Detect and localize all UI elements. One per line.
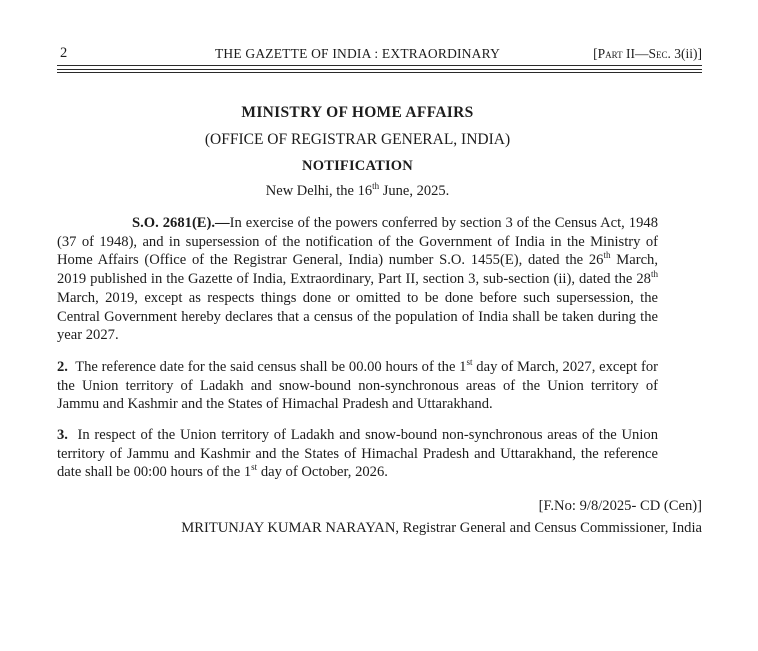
- notification-content: [57, 104, 658, 482]
- office-heading: (OFFICE OF REGISTRAR GENERAL, INDIA): [204, 131, 511, 148]
- signatory-line: MRITUNJAY KUMAR NARAYAN, Registrar General and Census Commissioner, India: [181, 520, 702, 537]
- dateline: New Delhi, the 16th June, 2025.: [265, 181, 450, 199]
- page-number: 2: [60, 45, 68, 61]
- paragraph-3: 3. In respect of the Union territory of Ladakh and snow-bound non-synchronous areas of the Union territory of Jammu and Kashmir and the States of Himachal Pradesh and Uttarakhand, the reference date shall be 00:00 hours of the 1st day of October, 2026.: [57, 427, 658, 481]
- ministry-heading: MINISTRY OF HOME AFFAIRS: [241, 104, 474, 121]
- notification-heading: NOTIFICATION: [302, 158, 413, 174]
- file-number: [F.No: 9/8/2025- CD (Cen)]: [538, 498, 702, 515]
- paragraph-2: 2. The reference date for the said census shall be 00.00 hours of the 1st day of March, 2027, except for the Union territory of Ladakh and snow-bound non-synchronous areas of the Union territory of Jammu and Kashmir and the States of Himachal Pradesh and Uttarakhand.: [57, 357, 658, 413]
- document-sheet: [57, 46, 702, 537]
- part-section-label: [Part II—Sec. 3(ii)]: [593, 46, 702, 61]
- header-double-rule: [57, 69, 702, 73]
- gazette-title: THE GAZETTE OF INDIA : EXTRAORDINARY: [214, 46, 501, 61]
- running-header: [57, 46, 702, 66]
- paragraph-so-order: S.O. 2681(E).—In exercise of the powers conferred by section 3 of the Census Act, 1948 (37 of 1948), and in supersession of the notification of the Government of India in the Ministry of Home Affairs (Office of the Registrar General, India) number S.O. 1455(E), dated the 26th March, 2019 published in the Gazette of India, Extraordinary, Part II, section 3, sub-section (ii), dated the 28th March, 2019, except as respects things done or omitted to be done before such supersession, the Central Government hereby declares that a census of the population of India shall be taken during the year 2027.: [57, 215, 658, 344]
